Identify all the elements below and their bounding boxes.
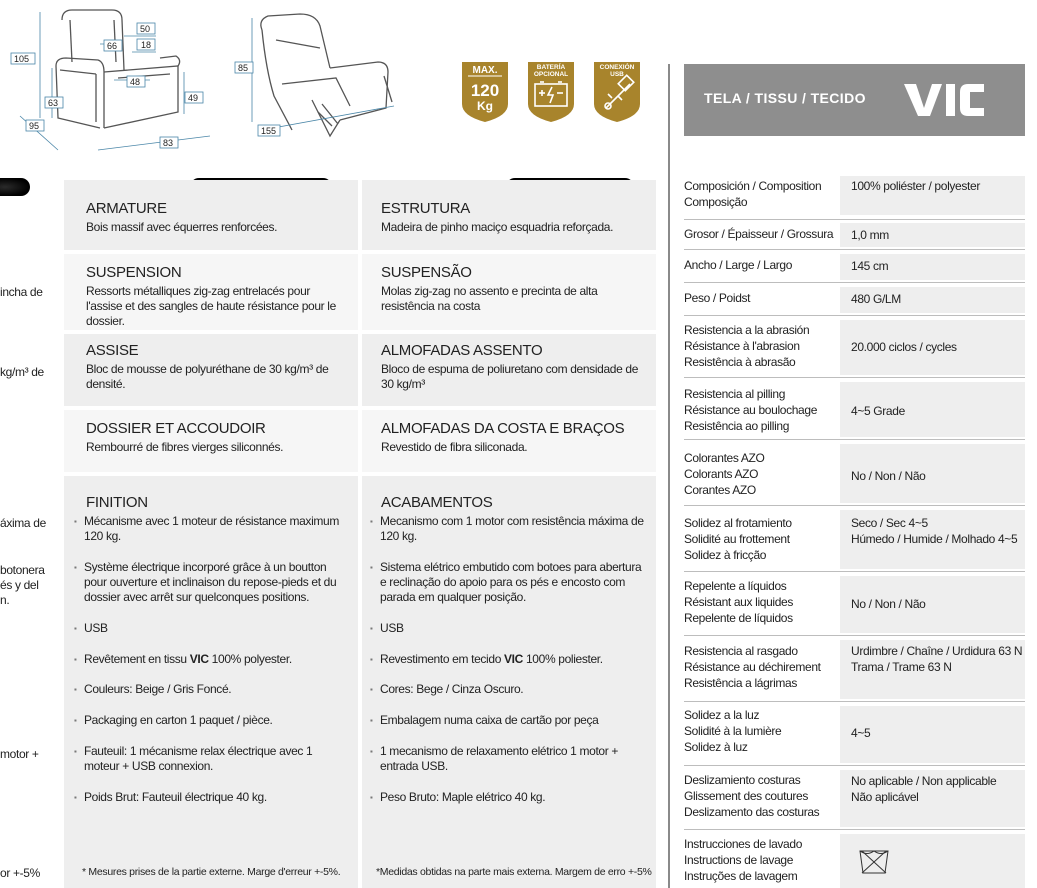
dim-label: 105 (14, 54, 30, 64)
key-line: Glissement des coutures (684, 789, 809, 803)
row-key (684, 515, 840, 563)
section-text: Molas zig-zag no assento e precinta de alta resistência na costa (381, 284, 598, 313)
row-key (684, 257, 840, 273)
side-chair-drawing (261, 14, 392, 136)
value-line: 4~5 (851, 726, 871, 740)
left-fragment: n. (0, 593, 10, 607)
row-key (684, 450, 840, 498)
row-key (684, 707, 840, 755)
row-value (840, 834, 1025, 888)
section-title: DOSSIER ET ACCOUDOIR (86, 420, 266, 437)
section-title: ARMATURE (86, 200, 167, 217)
fabric-row (684, 378, 1025, 440)
key-line: Ancho / Large / Largo (684, 258, 793, 272)
usb-badge (590, 58, 644, 124)
max-weight-badge (458, 58, 512, 124)
dim-label: 155 (261, 126, 277, 136)
key-line: Deslizamento das costuras (684, 805, 820, 819)
badge-battery-line2: OPCIONAL (533, 71, 569, 78)
list-item: ▪ Revêtement en tissu VIC 100% polyester. (74, 652, 348, 667)
fabric-row (684, 766, 1025, 830)
key-line: Colorantes AZO (684, 451, 765, 465)
key-line: Solidité à la lumière (684, 724, 782, 738)
section-title: ACABAMENTOS (381, 494, 493, 511)
row-value (840, 223, 1025, 247)
key-line: Resistencia a la abrasión (684, 323, 810, 337)
key-line: Resistência ao pilling (684, 419, 790, 433)
key-line: Solidez à luz (684, 740, 748, 754)
row-value (840, 444, 1025, 503)
row-value (840, 576, 1025, 633)
section-acabamentos (362, 476, 656, 888)
list-item: ▪ Embalagem numa caixa de cartão por peça (370, 713, 646, 728)
value-line: Seco / Sec 4~5 (851, 516, 928, 530)
key-line: Composición / Composition (684, 179, 822, 193)
row-key (684, 386, 840, 434)
fabric-row (684, 316, 1025, 378)
section-title: ESTRUTURA (381, 200, 470, 217)
key-line: Grosor / Épaisseur / Grossura (684, 227, 834, 241)
section-text: Ressorts métalliques zig-zag entrelacés pour l'assise et des sangles de haute résistance pour le dossier. (86, 284, 336, 328)
key-line: Resistência à abrasão (684, 355, 796, 369)
list-item: ▪ Fauteuil: 1 mécanisme relax électrique avec 1 moteur + USB connexion. (74, 744, 348, 774)
key-line: Resistência a lágrimas (684, 676, 798, 690)
section-title: FINITION (86, 494, 148, 511)
value-line: 100% poliéster / polyester (851, 179, 980, 193)
fabric-row (684, 830, 1025, 888)
left-fragment: és y del (0, 578, 39, 592)
left-fragment: incha de (0, 285, 43, 299)
value-line: 1,0 mm (851, 228, 889, 242)
section-suspension (64, 254, 358, 330)
key-line: Colorants AZO (684, 467, 759, 481)
key-line: Solidité au frottement (684, 532, 790, 546)
battery-badge (524, 58, 578, 124)
column-divider (668, 64, 670, 888)
row-key (684, 836, 840, 884)
section-finition (64, 476, 358, 888)
row-value (840, 382, 1025, 437)
row-value (840, 254, 1025, 280)
section-text: Madeira de pinho maciço esquadria reforçada. (381, 220, 614, 234)
left-fragment: áxima de (0, 516, 46, 530)
row-value (840, 176, 1025, 215)
list-item: ▪ Revestimento em tecido VIC 100% poliester. (370, 652, 646, 667)
value-line: 480 G/LM (851, 292, 901, 306)
left-fragment: kg/m³ de (0, 365, 44, 379)
badge-max-value: 120 (470, 81, 500, 100)
pill-spanish-fragment (0, 178, 30, 196)
row-value (840, 320, 1025, 375)
fabric-row (684, 506, 1025, 572)
row-value (840, 287, 1025, 313)
value-line: 20.000 ciclos / cycles (851, 340, 957, 354)
key-line: Instruções de lavagem (684, 869, 798, 883)
section-suspensao (362, 254, 656, 330)
value-line: No aplicable / Non applicable (851, 774, 997, 788)
badge-max-unit: Kg (477, 99, 493, 113)
key-line: Resistencia al pilling (684, 387, 786, 401)
row-key (684, 226, 840, 242)
left-fragment: botonera (0, 563, 45, 577)
left-fragment: or +-5% (0, 866, 40, 880)
row-key (684, 290, 840, 306)
list-item: ▪ 1 mecanismo de relaxamento elétrico 1 motor + entrada USB. (370, 744, 646, 774)
row-value (840, 706, 1025, 763)
value-line: Húmedo / Humide / Molhado 4~5 (851, 532, 1018, 546)
footnote: *Medidas obtidas na parte mais externa. Margem de erro +-5% (376, 866, 652, 878)
row-key (684, 578, 840, 626)
key-line: Instructions de lavage (684, 853, 794, 867)
section-armature (64, 180, 358, 250)
portuguese-column (362, 180, 656, 888)
front-chair-drawing (56, 10, 180, 128)
section-assise (64, 334, 358, 406)
key-line: Repelente a líquidos (684, 579, 787, 593)
value-line: No / Non / Não (851, 469, 926, 483)
section-title: ALMOFADAS DA COSTA E BRAÇOS (381, 420, 625, 437)
list-item: ▪ Sistema elétrico embutido com botoes para abertura e reclinação do apoio para os pés e encosto com parada em qualquer posição. (370, 560, 646, 605)
value-line: No / Non / Não (851, 597, 926, 611)
value-line: Trama / Trame 63 N (851, 660, 952, 674)
fabric-label: TELA / TISSU / TECIDO (704, 90, 866, 106)
key-line: Composição (684, 195, 748, 209)
key-line: Résistance à l'abrasion (684, 339, 800, 353)
section-estrutura (362, 180, 656, 250)
list-item: ▪ Packaging en carton 1 paquet / pièce. (74, 713, 348, 728)
section-title: ASSISE (86, 342, 139, 359)
section-almofadas-assento (362, 334, 656, 406)
no-wash-icon (858, 847, 890, 875)
key-line: Peso / Poidst (684, 291, 751, 305)
list-item: ▪ Cores: Bege / Cinza Oscuro. (370, 682, 646, 697)
key-line: Corantes AZO (684, 483, 756, 497)
list-item: ▪ USB (74, 621, 348, 636)
row-value (840, 510, 1025, 569)
fabric-row (684, 220, 1025, 250)
key-line: Résistance au déchirement (684, 660, 821, 674)
key-line: Resistencia al rasgado (684, 644, 798, 658)
badge-usb-line1: CONEXIÓN (599, 64, 635, 71)
fabric-row (684, 572, 1025, 636)
section-text: Bloc de mousse de polyuréthane de 30 kg/m³ de densité. (86, 362, 329, 391)
dim-label: 66 (107, 41, 118, 51)
row-key (684, 178, 840, 210)
key-line: Solidez a la luz (684, 708, 760, 722)
list-item: ▪ Peso Bruto: Maple elétrico 40 kg. (370, 790, 646, 805)
fabric-row (684, 702, 1025, 766)
row-key (684, 643, 840, 691)
section-text: Rembourré de fibres vierges siliconnés. (86, 440, 284, 454)
value-line: 145 cm (851, 259, 889, 273)
dim-label: 83 (163, 138, 174, 148)
key-line: Solidez à fricção (684, 548, 767, 562)
key-line: Résistant aux liquides (684, 595, 794, 609)
section-text: Revestido de fibra siliconada. (381, 440, 528, 454)
section-text: Bloco de espuma de poliuretano com densidade de 30 kg/m³ (381, 362, 639, 391)
fabric-row (684, 283, 1025, 316)
fabric-row (684, 636, 1025, 702)
list-item: ▪ Mécanisme avec 1 moteur de résistance maximum 120 kg. (74, 514, 348, 544)
dim-label: 18 (141, 40, 152, 50)
badge-max-label: MAX. (472, 65, 498, 76)
section-title: SUSPENSÃO (381, 264, 472, 281)
key-line: Résistance au boulochage (684, 403, 818, 417)
dim-label: 85 (238, 63, 249, 73)
fabric-logo (902, 80, 986, 120)
key-line: Repelente de líquidos (684, 611, 793, 625)
badge-battery-line1: BATERÍA (536, 64, 566, 71)
section-almofadas-costa (362, 410, 656, 472)
list-item: ▪ Poids Brut: Fauteuil électrique 40 kg. (74, 790, 348, 805)
dim-label: 48 (130, 77, 141, 87)
list-item: ▪ Couleurs: Beige / Gris Foncé. (74, 682, 348, 697)
key-line: Solidez al frotamiento (684, 516, 792, 530)
dim-label: 50 (140, 24, 151, 34)
row-value (840, 770, 1025, 827)
key-line: Deslizamiento costuras (684, 773, 801, 787)
list-item: ▪ Système électrique incorporé grâce à un boutton pour ouverture et inclinaison du repose-pieds et du dossier avec arrêt sur quelconques positions. (74, 560, 348, 605)
footnote: * Mesures prises de la partie externe. Marge d'erreur +-5%. (82, 866, 341, 878)
section-dossier (64, 410, 358, 472)
key-line: Instrucciones de lavado (684, 837, 803, 851)
fabric-header (684, 64, 1025, 136)
row-key (684, 772, 840, 820)
dim-label: 95 (29, 121, 40, 131)
fabric-row (684, 250, 1025, 283)
value-line: Urdimbre / Chaîne / Urdidura 63 N (851, 644, 1023, 658)
fabric-row (684, 176, 1025, 220)
value-line: Não aplicável (851, 790, 919, 804)
french-column (64, 180, 358, 888)
row-key (684, 322, 840, 370)
badge-usb-line2: USB (610, 71, 624, 78)
dim-label: 63 (48, 98, 59, 108)
dim-label: 49 (188, 93, 199, 103)
section-title: ALMOFADAS ASSENTO (381, 342, 543, 359)
list-item: ▪ USB (370, 621, 646, 636)
section-title: SUSPENSION (86, 264, 182, 281)
section-text: Bois massif avec équerres renforcées. (86, 220, 278, 234)
left-fragment: motor + (0, 747, 39, 761)
list-item: ▪ Mecanismo com 1 motor com resistência máxima de 120 kg. (370, 514, 646, 544)
row-value (840, 640, 1025, 699)
fabric-row (684, 440, 1025, 506)
value-line: 4~5 Grade (851, 404, 905, 418)
chair-dimension-diagrams (0, 0, 440, 160)
